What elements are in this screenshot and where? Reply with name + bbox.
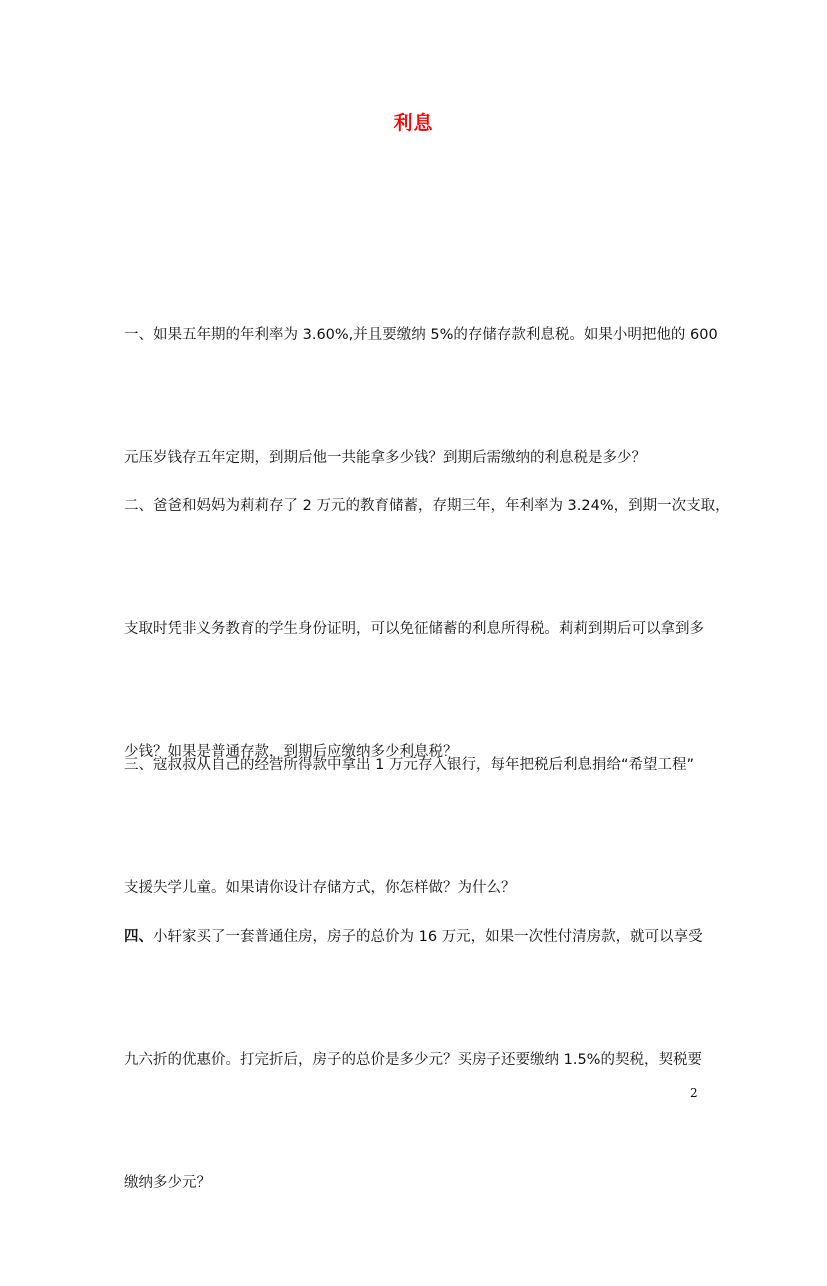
question-4 [124, 835, 716, 1286]
question-2-line-1 [124, 486, 730, 527]
question-1-line-1 [124, 315, 716, 356]
question-1-text-1: 如果五年期的年利率为 3.60%,并且要缴纳 5%的存储存款利息税。如果小明把他的 600 [153, 327, 718, 343]
question-1-number: 一、 [124, 327, 153, 343]
question-1-line-2: 元压岁钱存五年定期，到期后他一共能拿多少钱？到期后需缴纳的利息税是多少？ [124, 450, 646, 466]
question-4-line-2: 九六折的优惠价。打完折后，房子的总价是多少元？买房子还要缴纳 1.5%的契税，契税要 [124, 1052, 702, 1068]
page-title: 利息 [393, 112, 434, 134]
question-2-text-1: 爸爸和妈妈为莉莉存了 2 万元的教育储蓄，存期三年，年利率为 3.24%，到期一次支取， [153, 498, 730, 514]
question-4-line-3: 缴纳多少元？ [124, 1175, 211, 1191]
question-3-line-2: 支援失学儿童。如果请你设计存储方式，你怎样做？为什么？ [124, 880, 516, 896]
question-4-line-1 [124, 917, 716, 958]
question-2-line-2: 支取时凭非义务教育的学生身份证明，可以免征储蓄的利息所得税。莉莉到期后可以拿到多 [124, 621, 704, 637]
question-3-line-1 [124, 745, 716, 786]
page-number: 2 [690, 1086, 698, 1100]
question-2-number: 二、 [124, 498, 153, 514]
question-3-text-1: 寇叔叔从自己的经营所得款中拿出 1 万元存入银行，每年把税后利息捐给“希望工程” [153, 757, 694, 773]
question-2-line-3: 少钱？如果是普通存款，到期后应缴纳多少利息税？ [124, 744, 458, 760]
question-3-number: 三、 [124, 757, 153, 773]
question-4-number: 四、 [124, 929, 153, 945]
question-4-text-1: 小轩家买了一套普通住房，房子的总价为 16 万元，如果一次性付清房款，就可以享受 [153, 929, 703, 945]
